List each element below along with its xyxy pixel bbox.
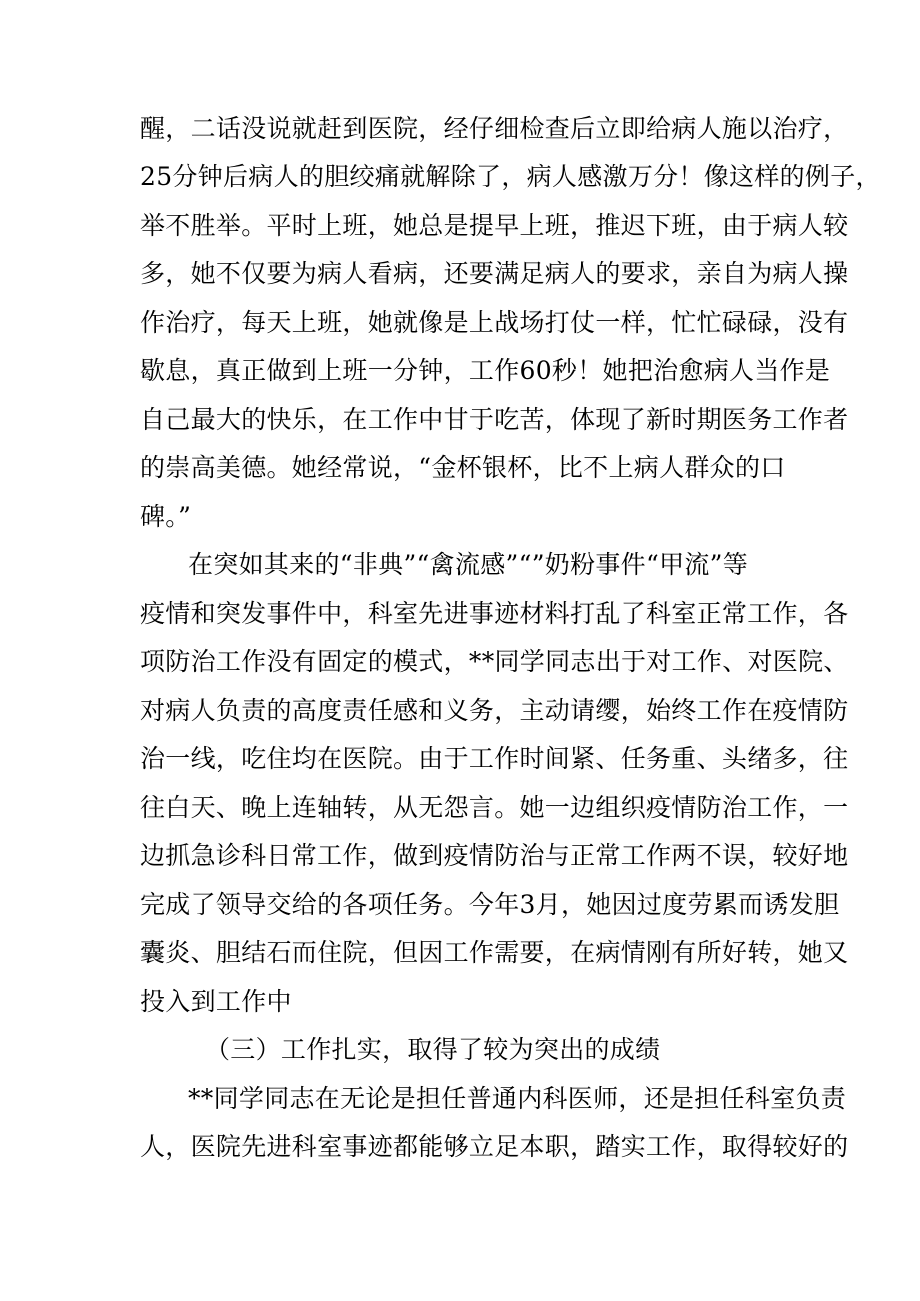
- text-line: 人，医院先进科室事迹都能够立足本职，踏实工作，取得较好的: [140, 1132, 849, 1161]
- text-line: 疫情和突发事件中，科室先进事迹材料打乱了科室正常工作，各: [140, 599, 849, 628]
- text-line: 醒，二话没说就赶到医院，经仔细检查后立即给病人施以治疗，: [140, 114, 849, 143]
- text-line: 治一线，吃住均在医院。由于工作时间紧、任务重、头绪多，往: [140, 744, 849, 773]
- text-line: 作治疗，每天上班，她就像是上战场打仗一样，忙忙碌碌，没有: [140, 308, 849, 337]
- text-line: 囊炎、胆结石而住院，但因工作需要，在病情刚有所好转，她又: [140, 938, 849, 967]
- paragraph-start-line: **同学同志在无论是担任普通内科医师，还是担任科室负责: [188, 1084, 847, 1113]
- text-line: 举不胜举。平时上班，她总是提早上班，推迟下班，由于病人较: [140, 211, 849, 240]
- section-heading: （三）工作扎实，取得了较为突出的成绩: [205, 1035, 661, 1064]
- text-line: 完成了领导交给的各项任务。今年3月，她因过度劳累而诱发胆: [140, 890, 840, 919]
- text-line: 项防治工作没有固定的模式，**同学同志出于对工作、对医院、: [140, 647, 849, 676]
- text-line: 边抓急诊科日常工作，做到疫情防治与正常工作两不误，较好地: [140, 841, 849, 870]
- text-line: 对病人负责的高度责任感和义务，主动请缨，始终工作在疫情防: [140, 696, 849, 725]
- text-line: 投入到工作中: [140, 987, 292, 1016]
- text-line: 往白天、晚上连轴转，从无怨言。她一边组织疫情防治工作，一: [140, 793, 849, 822]
- text-line: 多，她不仅要为病人看病，还要满足病人的要求，亲自为病人操: [140, 259, 849, 288]
- text-line: 25分钟后病人的胆绞痛就解除了，病人感激万分！像这样的例子，: [140, 162, 881, 191]
- text-line: 的崇高美德。她经常说，“金杯银杯，比不上病人群众的口: [140, 453, 786, 482]
- paragraph-start-line: 在突如其来的“非典”“禽流感”“”奶粉事件“甲流”等: [188, 550, 749, 579]
- text-line: 碑。”: [140, 502, 192, 531]
- text-line: 自己最大的快乐，在工作中甘于吃苦，体现了新时期医务工作者: [140, 405, 849, 434]
- text-line: 歇息，真正做到上班一分钟，工作60秒！她把治愈病人当作是: [140, 356, 831, 385]
